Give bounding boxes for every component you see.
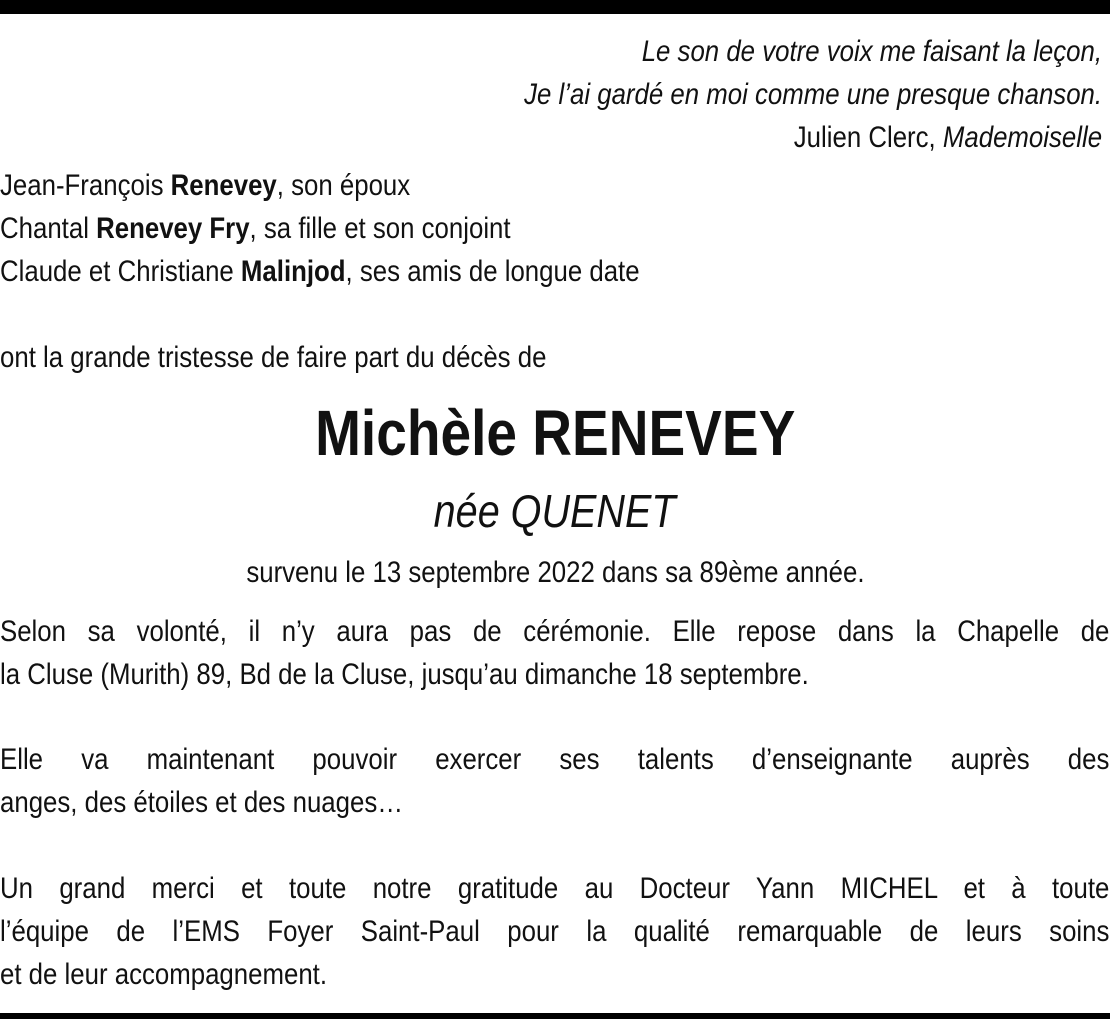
paragraph-line: Un grand merci et toute notre gratitude au Docteur Yann MICHEL et à toute	[0, 872, 1110, 905]
quote-author: Julien Clerc,	[793, 121, 943, 154]
deceased-name-text: Michèle RENEVEY	[314, 397, 796, 469]
family-list	[0, 164, 640, 293]
family-member	[0, 164, 640, 207]
quote-line-1: Le son de votre voix me faisant la leçon,	[641, 35, 1102, 68]
quote-line-2: Je l’ai gardé en moi comme une presque chanson.	[524, 78, 1102, 111]
bottom-border-rule	[0, 1013, 1110, 1019]
death-date-text: survenu le 13 septembre 2022 dans sa 89ème année.	[245, 556, 865, 589]
maiden-name-text: née QUENET	[434, 485, 676, 537]
family-first-name: Jean-François	[0, 169, 171, 202]
deceased-name	[0, 393, 1110, 473]
family-member	[0, 207, 640, 250]
paragraph-line: et de leur accompagnement.	[0, 958, 328, 991]
paragraph-line: l’équipe de l’EMS Foyer Saint-Paul pour la qualité remarquable de leurs soins	[0, 915, 1110, 948]
epigraph-quote	[524, 30, 1102, 159]
quote-attribution	[524, 116, 1102, 159]
paragraph-line: anges, des étoiles et des nuages…	[0, 786, 404, 819]
family-relation: , ses amis de longue date	[345, 255, 640, 288]
family-relation: , sa fille et son conjoint	[249, 212, 511, 245]
death-date-line	[0, 551, 1110, 594]
top-border-rule	[0, 0, 1110, 14]
quote-work-title: Mademoiselle	[942, 121, 1102, 154]
family-last-name: Renevey	[170, 169, 277, 202]
family-first-name: Claude et Christiane	[0, 255, 241, 288]
paragraph-ceremony	[0, 610, 1109, 696]
family-first-name: Chantal	[0, 212, 97, 245]
paragraph-line: la Cluse (Murith) 89, Bd de la Cluse, jusqu’au dimanche 18 septembre.	[0, 658, 809, 691]
paragraph-tribute	[0, 738, 1109, 824]
family-last-name: Malinjod	[240, 255, 346, 288]
paragraph-line: Selon sa volonté, il n’y aura pas de cérémonie. Elle repose dans la Chapelle de	[0, 615, 1110, 648]
paragraph-line: Elle va maintenant pouvoir exercer ses talents d’enseignante auprès des	[0, 743, 1110, 776]
family-relation: , son époux	[276, 169, 411, 202]
announcement-intro: ont la grande tristesse de faire part du décès de	[0, 341, 547, 374]
maiden-name	[0, 482, 1110, 540]
paragraph-thanks	[0, 867, 1109, 996]
family-last-name: Renevey Fry	[96, 212, 250, 245]
family-member	[0, 250, 640, 293]
